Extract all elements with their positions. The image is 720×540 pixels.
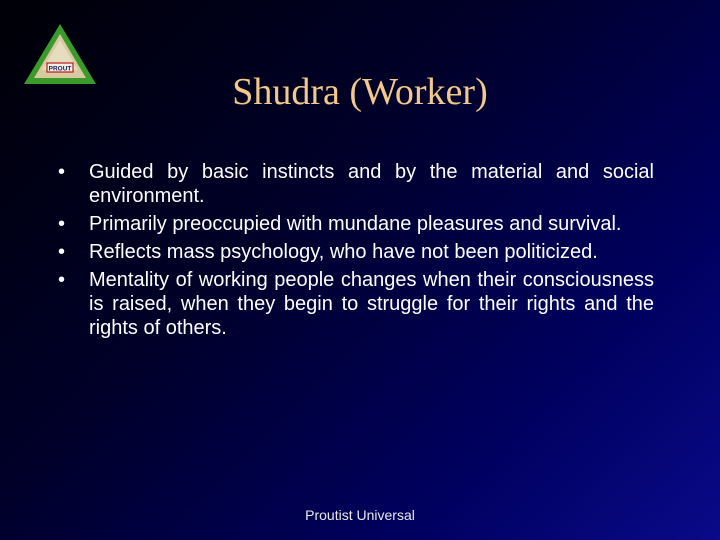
bullet-text: Guided by basic instincts and by the material and social environment. xyxy=(89,161,654,207)
bullet-item xyxy=(58,160,654,208)
bullet-text: Reflects mass psychology, who have not been politicized. xyxy=(89,241,598,263)
footer-text: Proutist Universal xyxy=(305,507,415,523)
logo-text: PROUT xyxy=(48,65,72,73)
bullet-marker: • xyxy=(58,161,66,183)
bullet-text: Mentality of working people changes when their consciousness is raised, when they begin to struggle for their rights and the rights of others. xyxy=(89,269,654,339)
bullet-text: Primarily preoccupied with mundane pleasures and survival. xyxy=(89,213,622,235)
bullet-marker: • xyxy=(58,213,66,235)
slide-title: Shudra (Worker) xyxy=(232,71,488,113)
bullet-item xyxy=(58,212,654,236)
bullet-marker: • xyxy=(58,241,66,263)
bullet-list xyxy=(58,160,654,344)
bullet-item xyxy=(58,268,654,340)
bullet-item xyxy=(58,240,654,264)
bullet-marker: • xyxy=(58,269,66,291)
